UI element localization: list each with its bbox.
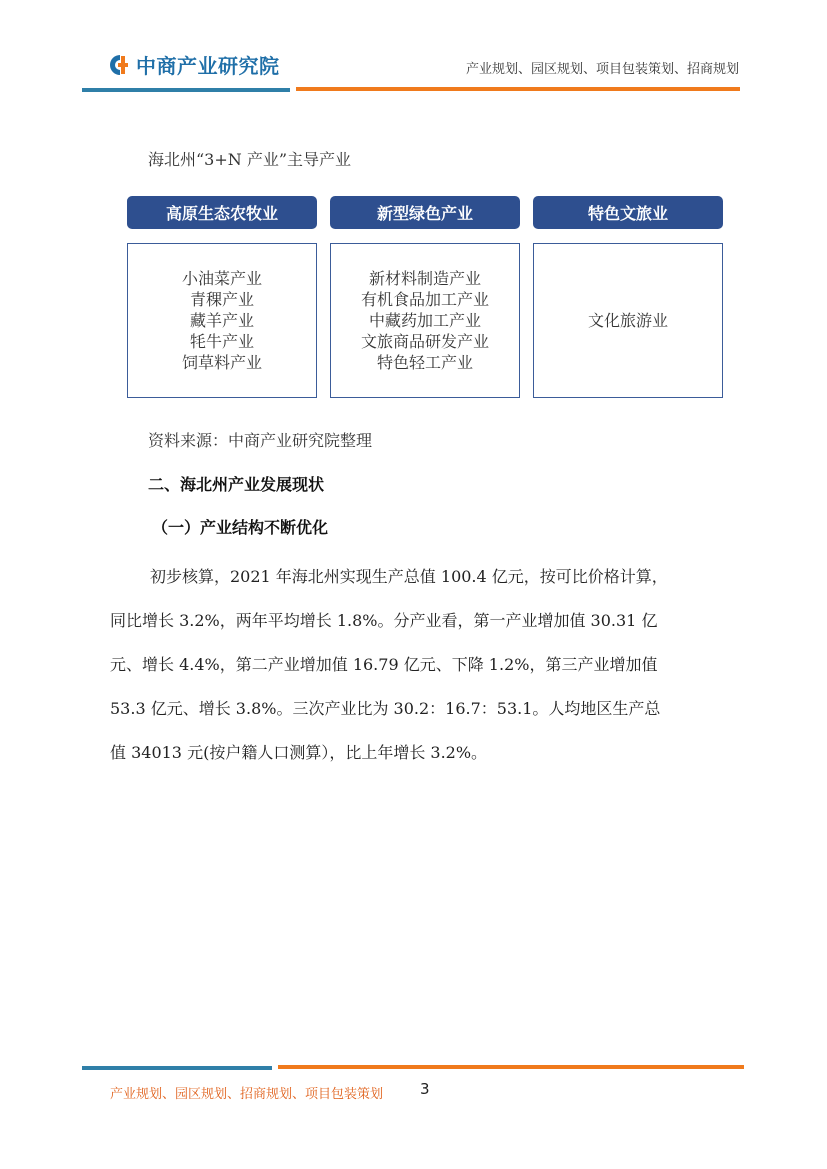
footer-tagline: 产业规划、园区规划、招商规划、项目包装策划 [110, 1087, 384, 1102]
list-item: 新材料制造产业 [368, 269, 481, 288]
paragraph-line: 初步核算，2021 年海北州实现生产总值 100.4 亿元，按可比价格计算， [150, 567, 668, 586]
list-item: 中藏药加工产业 [368, 311, 481, 330]
column-title-agriculture: 高原生态农牧业 [127, 196, 317, 229]
footer-divider-blue [82, 1066, 272, 1070]
list-item: 青稞产业 [189, 290, 254, 309]
list-item: 小油菜产业 [181, 269, 262, 288]
column-box-agriculture [127, 243, 317, 398]
list-item: 文化旅游业 [587, 311, 668, 330]
logo-mark-icon [108, 53, 132, 77]
paragraph-line: 值 34013 元(按户籍人口测算），比上年增长 3.2%。 [110, 743, 488, 762]
list-item: 文旅商品研发产业 [360, 332, 489, 351]
paragraph-line: 元、增长 4.4%，第二产业增加值 16.79 亿元、下降 1.2%，第三产业增加值 [110, 655, 658, 674]
header-divider-blue [82, 88, 290, 92]
body-paragraph [110, 555, 740, 775]
header-tagline: 产业规划、园区规划、项目包装策划、招商规划 [465, 62, 739, 77]
page-number: 3 [420, 1080, 430, 1098]
page-header [0, 0, 827, 100]
list-item: 牦牛产业 [189, 332, 254, 351]
list-item: 藏羊产业 [189, 311, 254, 330]
paragraph-line: 53.3 亿元、增长 3.8%。三次产业比为 30.2：16.7：53.1。人均地区生产总 [110, 699, 661, 718]
header-divider-orange [296, 87, 740, 91]
column-box-tourism [533, 243, 723, 398]
section-heading: 二、海北州产业发展现状 [148, 475, 325, 494]
column-box-green-industry [330, 243, 520, 398]
footer-divider-orange [278, 1065, 744, 1069]
list-item: 有机食品加工产业 [360, 290, 489, 309]
figure-caption: 海北州“3+N 产业”主导产业 [148, 150, 352, 169]
column-title-green-industry: 新型绿色产业 [330, 196, 520, 229]
list-item: 特色轻工产业 [376, 353, 473, 372]
logo-text: 中商产业研究院 [136, 54, 280, 78]
column-title-tourism: 特色文旅业 [533, 196, 723, 229]
subsection-heading: （一）产业结构不断优化 [152, 518, 329, 537]
list-item: 饲草料产业 [181, 353, 262, 372]
paragraph-line: 同比增长 3.2%，两年平均增长 1.8%。分产业看，第一产业增加值 30.31 亿 [110, 611, 658, 630]
figure-source: 资料来源：中商产业研究院整理 [148, 431, 373, 450]
logo [108, 50, 280, 79]
